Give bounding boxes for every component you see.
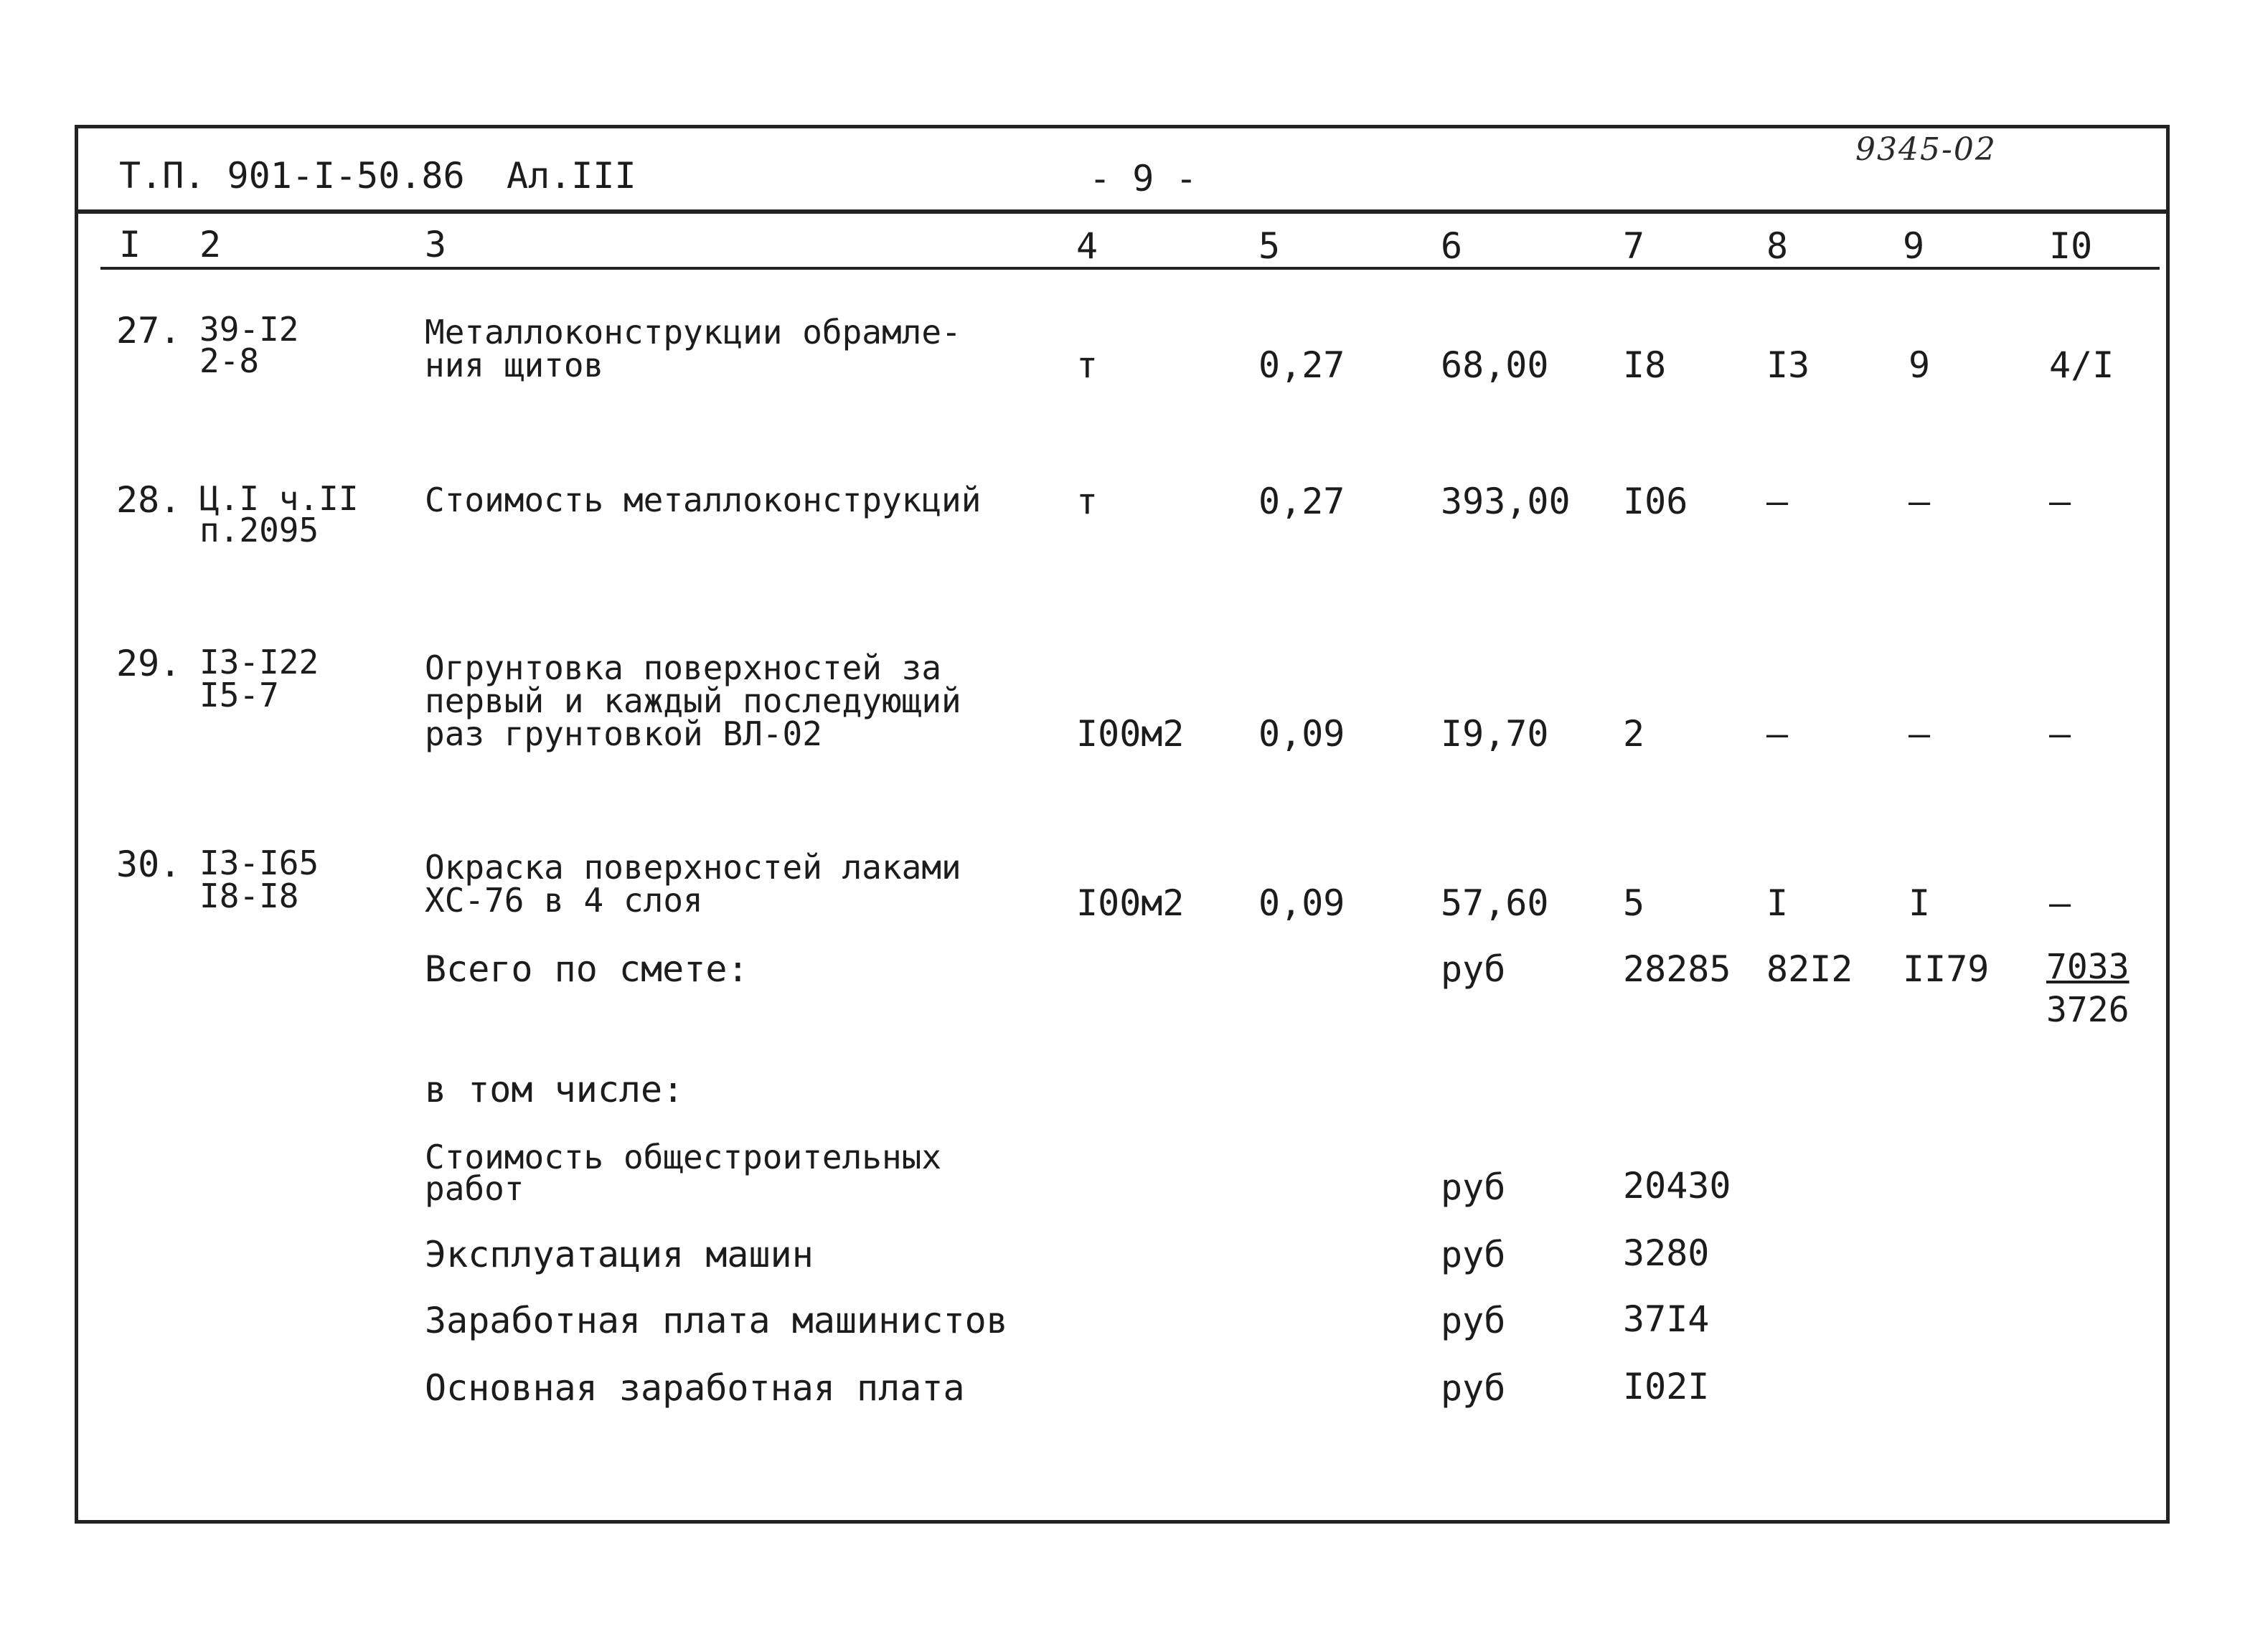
row-number: 28. (116, 479, 182, 521)
col-header-7: 7 (1623, 225, 1645, 267)
row-price: 68,00 (1441, 344, 1549, 386)
row-col8: – (1766, 713, 1789, 755)
total-col10-fraction (2046, 945, 2129, 1032)
breakdown-unit: руб (1441, 1367, 1506, 1409)
breakdown-unit: руб (1441, 1234, 1506, 1275)
row-col7: 5 (1623, 882, 1645, 924)
total-label: Всего по смете: (425, 948, 749, 990)
row-description: Стоимость металлоконструкций (425, 481, 982, 519)
including-label: в том числе: (425, 1069, 684, 1110)
page-number: - 9 - (1089, 158, 1197, 199)
total-unit: руб (1441, 948, 1506, 990)
col-header-4: 4 (1076, 225, 1098, 267)
row-col7: I06 (1623, 481, 1688, 522)
row-code: I3-I65 (199, 844, 319, 882)
total-col8: 82I2 (1766, 948, 1853, 990)
row-description: Окраска поверхностей лаками (425, 848, 961, 887)
row-description: ния щитов (425, 346, 604, 384)
breakdown-value: 3280 (1623, 1232, 1710, 1274)
breakdown-label: работ (425, 1169, 524, 1208)
breakdown-label: Заработная плата машинистов (425, 1300, 1008, 1341)
row-number: 30. (116, 844, 182, 885)
col-header-3: 3 (425, 224, 447, 265)
total-col7: 28285 (1623, 948, 1731, 990)
row-unit: т (1076, 481, 1098, 522)
row-price: 57,60 (1441, 882, 1549, 924)
breakdown-unit: руб (1441, 1300, 1506, 1341)
breakdown-value: 37I4 (1623, 1298, 1710, 1340)
page-frame (75, 125, 2170, 1524)
row-code-sub: 2-8 (199, 341, 260, 380)
row-unit: I00м2 (1076, 713, 1185, 755)
row-unit: I00м2 (1076, 882, 1185, 924)
breakdown-label: Основная заработная плата (425, 1367, 965, 1409)
breakdown-value: 20430 (1623, 1165, 1731, 1207)
album-number: Ал.III (507, 155, 636, 197)
row-code: Ц.I ч.II (199, 479, 359, 518)
document-code: Т.П. 901-I-50.86 (119, 155, 465, 197)
row-col10: – (2049, 882, 2071, 924)
row-col9: – (1909, 713, 1931, 755)
col-header-10: I0 (2049, 225, 2093, 267)
row-quantity: 0,27 (1258, 481, 1345, 522)
row-col7: 2 (1623, 713, 1645, 755)
row-quantity: 0,09 (1258, 882, 1345, 924)
col-header-2: 2 (199, 224, 222, 265)
row-number: 29. (116, 643, 182, 684)
row-code: I3-I22 (199, 643, 319, 681)
row-description: первый и каждый последующий (425, 681, 961, 720)
header-divider (78, 209, 2166, 214)
row-col9: 9 (1909, 344, 1931, 386)
handwritten-reference: 9345-02 (1855, 131, 1997, 168)
row-price: 393,00 (1441, 481, 1571, 522)
col-header-8: 8 (1766, 225, 1789, 267)
col-header-6: 6 (1441, 225, 1463, 267)
row-col7: I8 (1623, 344, 1667, 386)
total-col9: II79 (1903, 948, 1990, 990)
row-code: 39-I2 (199, 310, 299, 349)
breakdown-value: I02I (1623, 1366, 1710, 1407)
breakdown-unit: руб (1441, 1166, 1506, 1208)
row-code-sub: I5-7 (199, 676, 279, 714)
col-header-5: 5 (1258, 225, 1281, 267)
row-col10: 4/I (2049, 344, 2114, 386)
col-header-1: I (119, 224, 141, 265)
row-col10: – (2049, 481, 2071, 522)
row-description: ХС-76 в 4 слоя (425, 881, 703, 920)
row-col8: I3 (1766, 344, 1810, 386)
row-price: I9,70 (1441, 713, 1549, 755)
row-col8: – (1766, 481, 1789, 522)
row-col9: I (1909, 882, 1931, 924)
row-description: Огрунтовка поверхностей за (425, 648, 942, 687)
row-col9: – (1909, 481, 1931, 522)
row-quantity: 0,27 (1258, 344, 1345, 386)
row-description: Металлоконструкции обрамле- (425, 313, 961, 351)
col-header-9: 9 (1903, 225, 1925, 267)
breakdown-label: Стоимость общестроительных (425, 1138, 942, 1176)
column-header-rule (100, 267, 2160, 270)
breakdown-label: Эксплуатация машин (425, 1234, 814, 1275)
total-col10-numerator: 7033 (2046, 947, 2129, 987)
row-quantity: 0,09 (1258, 713, 1345, 755)
total-col10-denominator: 3726 (2046, 990, 2129, 1030)
row-unit: т (1076, 344, 1098, 386)
row-description: раз грунтовкой ВЛ-02 (425, 714, 822, 753)
row-code-sub: I8-I8 (199, 877, 299, 915)
row-number: 27. (116, 310, 182, 351)
row-col10: – (2049, 713, 2071, 755)
row-code-sub: п.2095 (199, 511, 319, 549)
row-col8: I (1766, 882, 1789, 924)
